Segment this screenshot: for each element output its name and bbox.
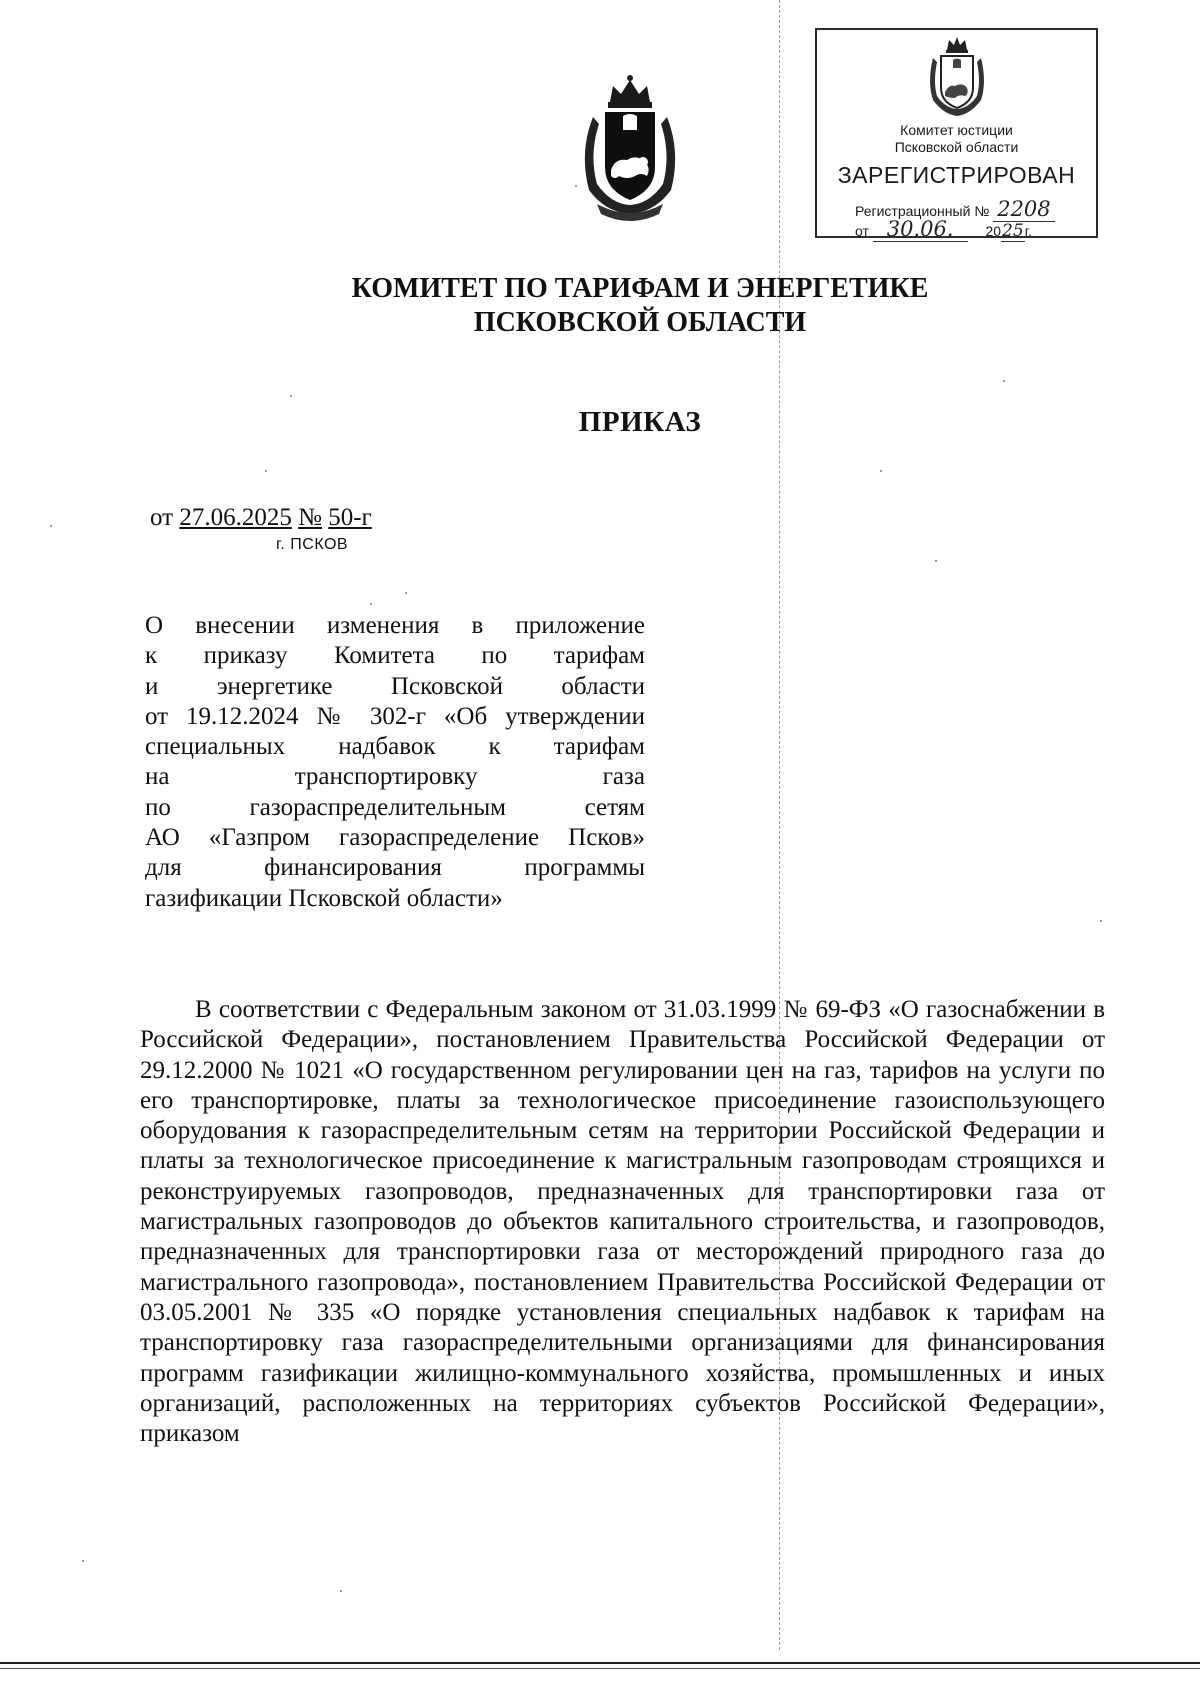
scan-speck bbox=[370, 603, 372, 605]
order-subject bbox=[145, 611, 645, 914]
scan-speck bbox=[1003, 380, 1005, 382]
scan-speck bbox=[82, 1560, 84, 1562]
stamp-date-value: 30.06. bbox=[873, 217, 968, 242]
issuing-organization bbox=[300, 272, 980, 340]
scan-speck bbox=[50, 525, 52, 527]
subject-line: по газораспределительным сетям bbox=[145, 793, 645, 821]
scan-speck bbox=[405, 592, 407, 594]
scan-speck bbox=[290, 395, 292, 397]
document-type-title: ПРИКАЗ bbox=[578, 406, 702, 438]
subject-line: на транспортировку газа bbox=[145, 763, 645, 791]
stamp-year-unit: г. bbox=[1024, 223, 1032, 239]
org-title-line-2: ПСКОВСКОЙ ОБЛАСТИ bbox=[473, 307, 807, 338]
subject-line: О внесении изменения в приложение bbox=[145, 612, 645, 639]
stamp-year-prefix: 20 bbox=[985, 223, 1002, 239]
scan-speck bbox=[1100, 920, 1102, 922]
org-title-line-1: КОМИТЕТ ПО ТАРИФАМ И ЭНЕРГЕТИКЕ bbox=[351, 273, 929, 304]
stamp-reg-label: Регистрационный № bbox=[855, 203, 990, 219]
order-city: г. ПСКОВ bbox=[276, 536, 349, 553]
stamp-status: ЗАРЕГИСТРИРОВАН bbox=[837, 162, 1076, 188]
body-paragraph: В соответствии с Федеральным законом от 31.03.1999 № 69-ФЗ «О газоснабжении в Российской Федерации», постановлением Правительства Российской Федерации от 29.12.2000 № 1021 «О государственном регулировании цен на газ, тарифов на услуги по его транспортировке, платы за технологическое присоединение газоиспользующего оборудования к газораспределительным сетям на территории Российской Федерации и платы за технологическое присоединение к магистральным газопроводам строящихся и реконструируемых газопроводов, предназначенных для транспортировки газа от магистральных газопроводов до объектов капитального строительства, и газопроводов, предназначенных для транспортировки газа от месторождений природного газа до магистрального газопровода», постановлением Правительства Российской Федерации от 03.05.2001 № 335 «О порядке установления специальных надбавок к тарифам на транспортировку газа газораспределительными организациями для финансирования программ газификации жилищно-коммунального хозяйства, промышленных и иных организаций, расположенных на территориях субъектов Российской Федерации», приказом bbox=[140, 996, 1105, 1448]
subject-line: газификации Псковской области» bbox=[145, 884, 503, 912]
stamp-year-suffix: 25 bbox=[1002, 221, 1024, 241]
coat-of-arms-icon bbox=[575, 72, 685, 222]
stamp-date-line bbox=[855, 217, 1032, 241]
subject-line: АО «Газпром газораспределение Псков» bbox=[145, 824, 645, 852]
scan-bottom-edge bbox=[0, 1662, 1200, 1669]
scan-speck bbox=[340, 1590, 342, 1592]
order-date: 27.06.2025 bbox=[179, 504, 292, 531]
subject-line: от 19.12.2024 № 302-г «Об утверждении bbox=[145, 702, 645, 730]
stamp-reg-number: 2208 bbox=[993, 197, 1054, 222]
scan-speck bbox=[880, 470, 882, 472]
stamp-org-line-2: Псковской области bbox=[894, 139, 1019, 155]
order-date-number bbox=[150, 504, 372, 532]
stamp-coat-of-arms-icon bbox=[925, 36, 989, 118]
stamp-date-prefix: от bbox=[855, 223, 869, 239]
order-number: 50-г bbox=[328, 504, 372, 531]
subject-line: к приказу Комитета по тарифам bbox=[145, 642, 645, 670]
order-number-sign: № bbox=[298, 504, 322, 531]
subject-line: для финансирования программы bbox=[145, 854, 645, 882]
subject-line: специальных надбавок к тарифам bbox=[145, 733, 645, 761]
order-date-prefix: от bbox=[150, 504, 174, 531]
subject-line: и энергетике Псковской области bbox=[145, 672, 645, 700]
registration-stamp bbox=[815, 28, 1098, 241]
stamp-org-line-1: Комитет юстиции bbox=[900, 122, 1013, 138]
scan-speck bbox=[265, 470, 267, 472]
order-body bbox=[140, 995, 1105, 1449]
scan-speck bbox=[935, 560, 937, 562]
